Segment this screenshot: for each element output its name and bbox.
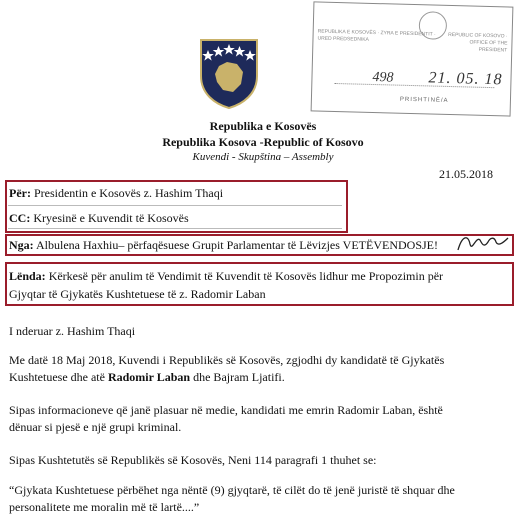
nga-value: Albulena Haxhiu– përfaqësuese Grupit Parlamentar të Lëvizjes VETËVENDOSJE! <box>36 238 439 252</box>
nga-label: Nga: <box>9 238 34 252</box>
stamp-text-left: REPUBLIKA E KOSOVËS · ZYRA E PRESIDENTIT · URED PREDSEDNIKA <box>317 28 436 43</box>
stamp-number: 498 <box>372 69 394 86</box>
stamp-city: PRISHTINË/A <box>399 96 449 104</box>
paragraph-election-line2 <box>9 369 519 386</box>
salutation: I nderuar z. Hashim Thaqi <box>9 324 136 338</box>
header-republic-sr-en: Republika Kosova -Republic of Kosovo <box>162 135 364 149</box>
paragraph-election-line1: Me datë 18 Maj 2018, Kuvendi i Republikës së Kosovës, zgjodhi dy kandidatë të Gjykatës <box>9 353 445 367</box>
paragraph-quote-line1: “Gjykata Kushtetuese përbëhet nga nëntë (9) gjyqtarë, të cilët do të jenë juristë të shquar dhe <box>9 483 455 497</box>
nga-line <box>9 238 438 253</box>
lenda-line-2: Gjyqtar të Gjykatës Kushtetuese të z. Radomir Laban <box>9 287 266 301</box>
paragraph-media-line1: Sipas informacioneve që janë plasuar në medie, kandidati me emrin Radomir Laban, është <box>9 403 443 417</box>
candidate-name: Radomir Laban <box>107 370 191 384</box>
cc-underline <box>8 228 342 229</box>
lenda-label: Lënda: <box>9 269 46 283</box>
header-republic-sq: Republika e Kosovës <box>209 119 317 133</box>
signature-icon <box>452 230 512 256</box>
received-stamp <box>311 1 514 116</box>
stamp-date: 21. 05. 18 <box>428 69 503 89</box>
cc-value: Kryesinë e Kuvendit të Kosovës <box>33 211 189 225</box>
lenda-line <box>9 269 443 284</box>
paragraph-election <box>9 352 519 386</box>
paragraph-quote <box>9 482 519 516</box>
header-assembly: Kuvendi - Skupština – Assembly <box>192 151 334 163</box>
text: Kushtetuese dhe atë <box>9 370 108 384</box>
stamp-text-right: REPUBLIC OF KOSOVO · OFFICE OF THE PRESIDENT <box>448 31 508 54</box>
lenda-value-1: Kërkesë për anulim të Vendimit të Kuvendit të Kosovës lidhur me Propozimin për <box>48 269 444 283</box>
per-value: Presidentin e Kosovës z. Hashim Thaqi <box>33 186 224 200</box>
per-line <box>9 186 223 201</box>
document-date: 21.05.2018 <box>439 167 493 181</box>
per-underline <box>8 205 342 206</box>
cc-line <box>9 211 189 226</box>
text: dhe Bajram Ljatifi. <box>190 370 285 384</box>
paragraph-media-line2: dënuar si pjesë e një grupi kriminal. <box>9 420 182 434</box>
per-label: Për: <box>9 186 31 200</box>
kosovo-emblem-icon <box>197 36 261 110</box>
paragraph-constitution: Sipas Kushtetutës së Republikës së Kosovës, Neni 114 paragrafi 1 thuhet se: <box>9 453 377 467</box>
cc-label: CC: <box>9 211 31 225</box>
paragraph-quote-line2: personalitete me moralin më të lartë....” <box>9 500 200 514</box>
paragraph-media <box>9 402 519 436</box>
